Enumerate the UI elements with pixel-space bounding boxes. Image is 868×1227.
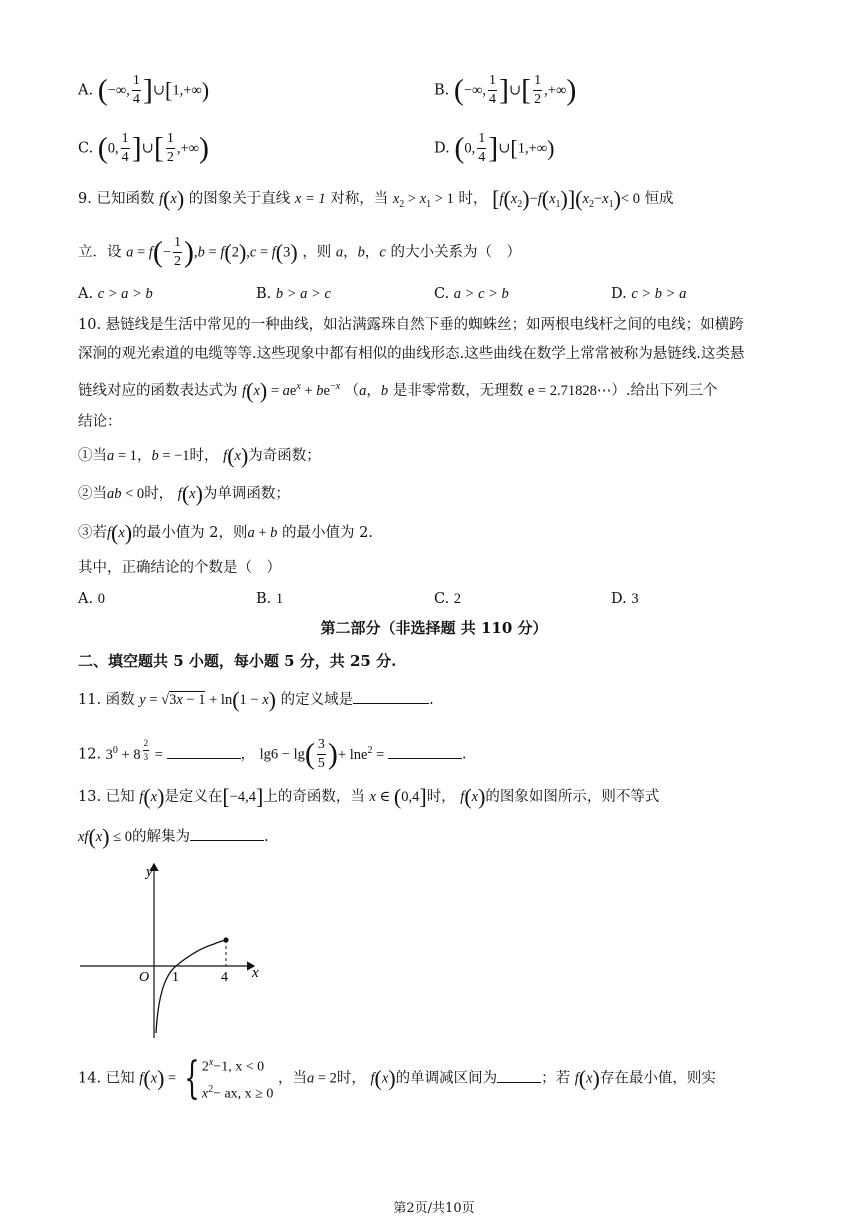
q10-line-2: 深涧的观光索道的电缆等等.这些现象中都有相似的曲线形态.这些曲线在数学上常常被称为悬链线.这类悬 bbox=[78, 346, 745, 362]
q11: 11. 函数 y = √3x − 1 + ln(1 − x) 的定义域是 . bbox=[78, 687, 434, 712]
q13-function-graph bbox=[76, 858, 266, 1042]
q8-option-c: C. (0, $\frac{1}{4}$ ]∪[ $\frac{1}{2}$ ,+∞) bbox=[78, 131, 209, 165]
q12-answer-blank-1[interactable] bbox=[167, 744, 241, 759]
q10-line-1: 10. 悬链线是生活中常见的一种曲线，如沾满露珠自然下垂的蜘蛛丝；如两根电线杆之间的电线；如横跨 bbox=[78, 317, 744, 333]
q9-line-2: 立．设 a = f(− $\frac{1}{2}$ ),b = f(2),c = f(3) ，则 a，b，c 的大小关系为（ ） bbox=[78, 235, 521, 269]
q13-line-2: xf(x) ≤ 0的解集为 . bbox=[78, 824, 269, 849]
x-axis-label: x bbox=[252, 965, 259, 981]
q10-conclusion-2: ②当ab < 0时， f(x)为单调函数； bbox=[78, 481, 290, 506]
q8-option-d: D. (0, $\frac{1}{4}$ ]∪[1,+∞) bbox=[434, 131, 555, 165]
q9-line-1: 9. 已知函数 f(x) 的图象关于直线 x = 1 对称，当 $x_2 > x_1 > 1$ 时， $[f(x_2)-f(x_1)](x_2-x_1)< 0$ 恒成 bbox=[78, 186, 674, 211]
part-two-title: 第二部分（非选择题 共 110 分） bbox=[320, 619, 548, 637]
q10-option-a: A. 0 bbox=[78, 591, 105, 607]
q10-question: 其中，正确结论的个数是（ ） bbox=[78, 560, 281, 576]
q14-answer-blank-1[interactable] bbox=[497, 1068, 541, 1083]
page-footer: 第2页/共10页 bbox=[393, 1201, 475, 1216]
q9-option-a: A. c > a > b bbox=[78, 286, 153, 302]
q8-option-b: B. (−∞, $\frac{1}{4}$ ]∪[ $\frac{1}{2}$ ,+∞) bbox=[434, 73, 577, 107]
q9-option-b: B. b > a > c bbox=[256, 286, 331, 302]
q10-option-b: B. 1 bbox=[256, 591, 284, 607]
q11-answer-blank[interactable] bbox=[353, 689, 429, 704]
q9-option-c: C. a > c > b bbox=[434, 286, 509, 302]
y-axis-label: y bbox=[146, 864, 153, 880]
q13-answer-blank[interactable] bbox=[190, 826, 264, 841]
q14: 14. 已知 f(x) = { $2^x-1$, x < 0 $x^2-$ ax, x ≥ 0 ，当a = 2时， f(x)的单调减区间为 ；若 f(x)存在最小值，则实 bbox=[78, 1052, 716, 1104]
q9-option-d: D. c > b > a bbox=[611, 286, 687, 302]
function-curve bbox=[156, 940, 226, 1033]
q10-option-c: C. 2 bbox=[434, 591, 462, 607]
origin-label: O bbox=[139, 970, 150, 985]
q13-line-1: 13. 已知 f(x)是定义在[−4,4]上的奇函数，当 x ∈ (0,4]时， f(x)的图象如图所示，则不等式 bbox=[78, 784, 660, 809]
q10-conclusion-3: ③若f(x)的最小值为 2，则a + b 的最小值为 2. bbox=[78, 520, 373, 545]
q10-conclusion-1: ①当a = 1，b = −1时， f(x)为奇函数； bbox=[78, 443, 321, 468]
q12: 12. $3^0 + 8$ $^{\frac{2}{3}}$ = ， lg6 − lg( $\frac{3}{5}$ )+ lne$^2$ = . bbox=[78, 737, 467, 771]
q10-option-d: D. 3 bbox=[611, 591, 639, 607]
section-two-title: 二、填空题共 5 小题，每小题 5 分，共 25 分. bbox=[78, 652, 397, 670]
q10-line-4: 结论： bbox=[78, 414, 122, 430]
tick-label-4: 4 bbox=[221, 970, 228, 985]
q8-option-a: A. (−∞, $\frac{1}{4}$ ]∪[1,+∞) bbox=[78, 73, 210, 107]
q12-answer-blank-2[interactable] bbox=[388, 744, 462, 759]
tick-label-1: 1 bbox=[172, 970, 179, 985]
q10-line-3: 链线对应的函数表达式为 $f(x) = ae^x + be^{-x}$ （a，b 是非零常数，无理数 e = 2.71828⋯）.给出下列三个 bbox=[78, 377, 718, 403]
